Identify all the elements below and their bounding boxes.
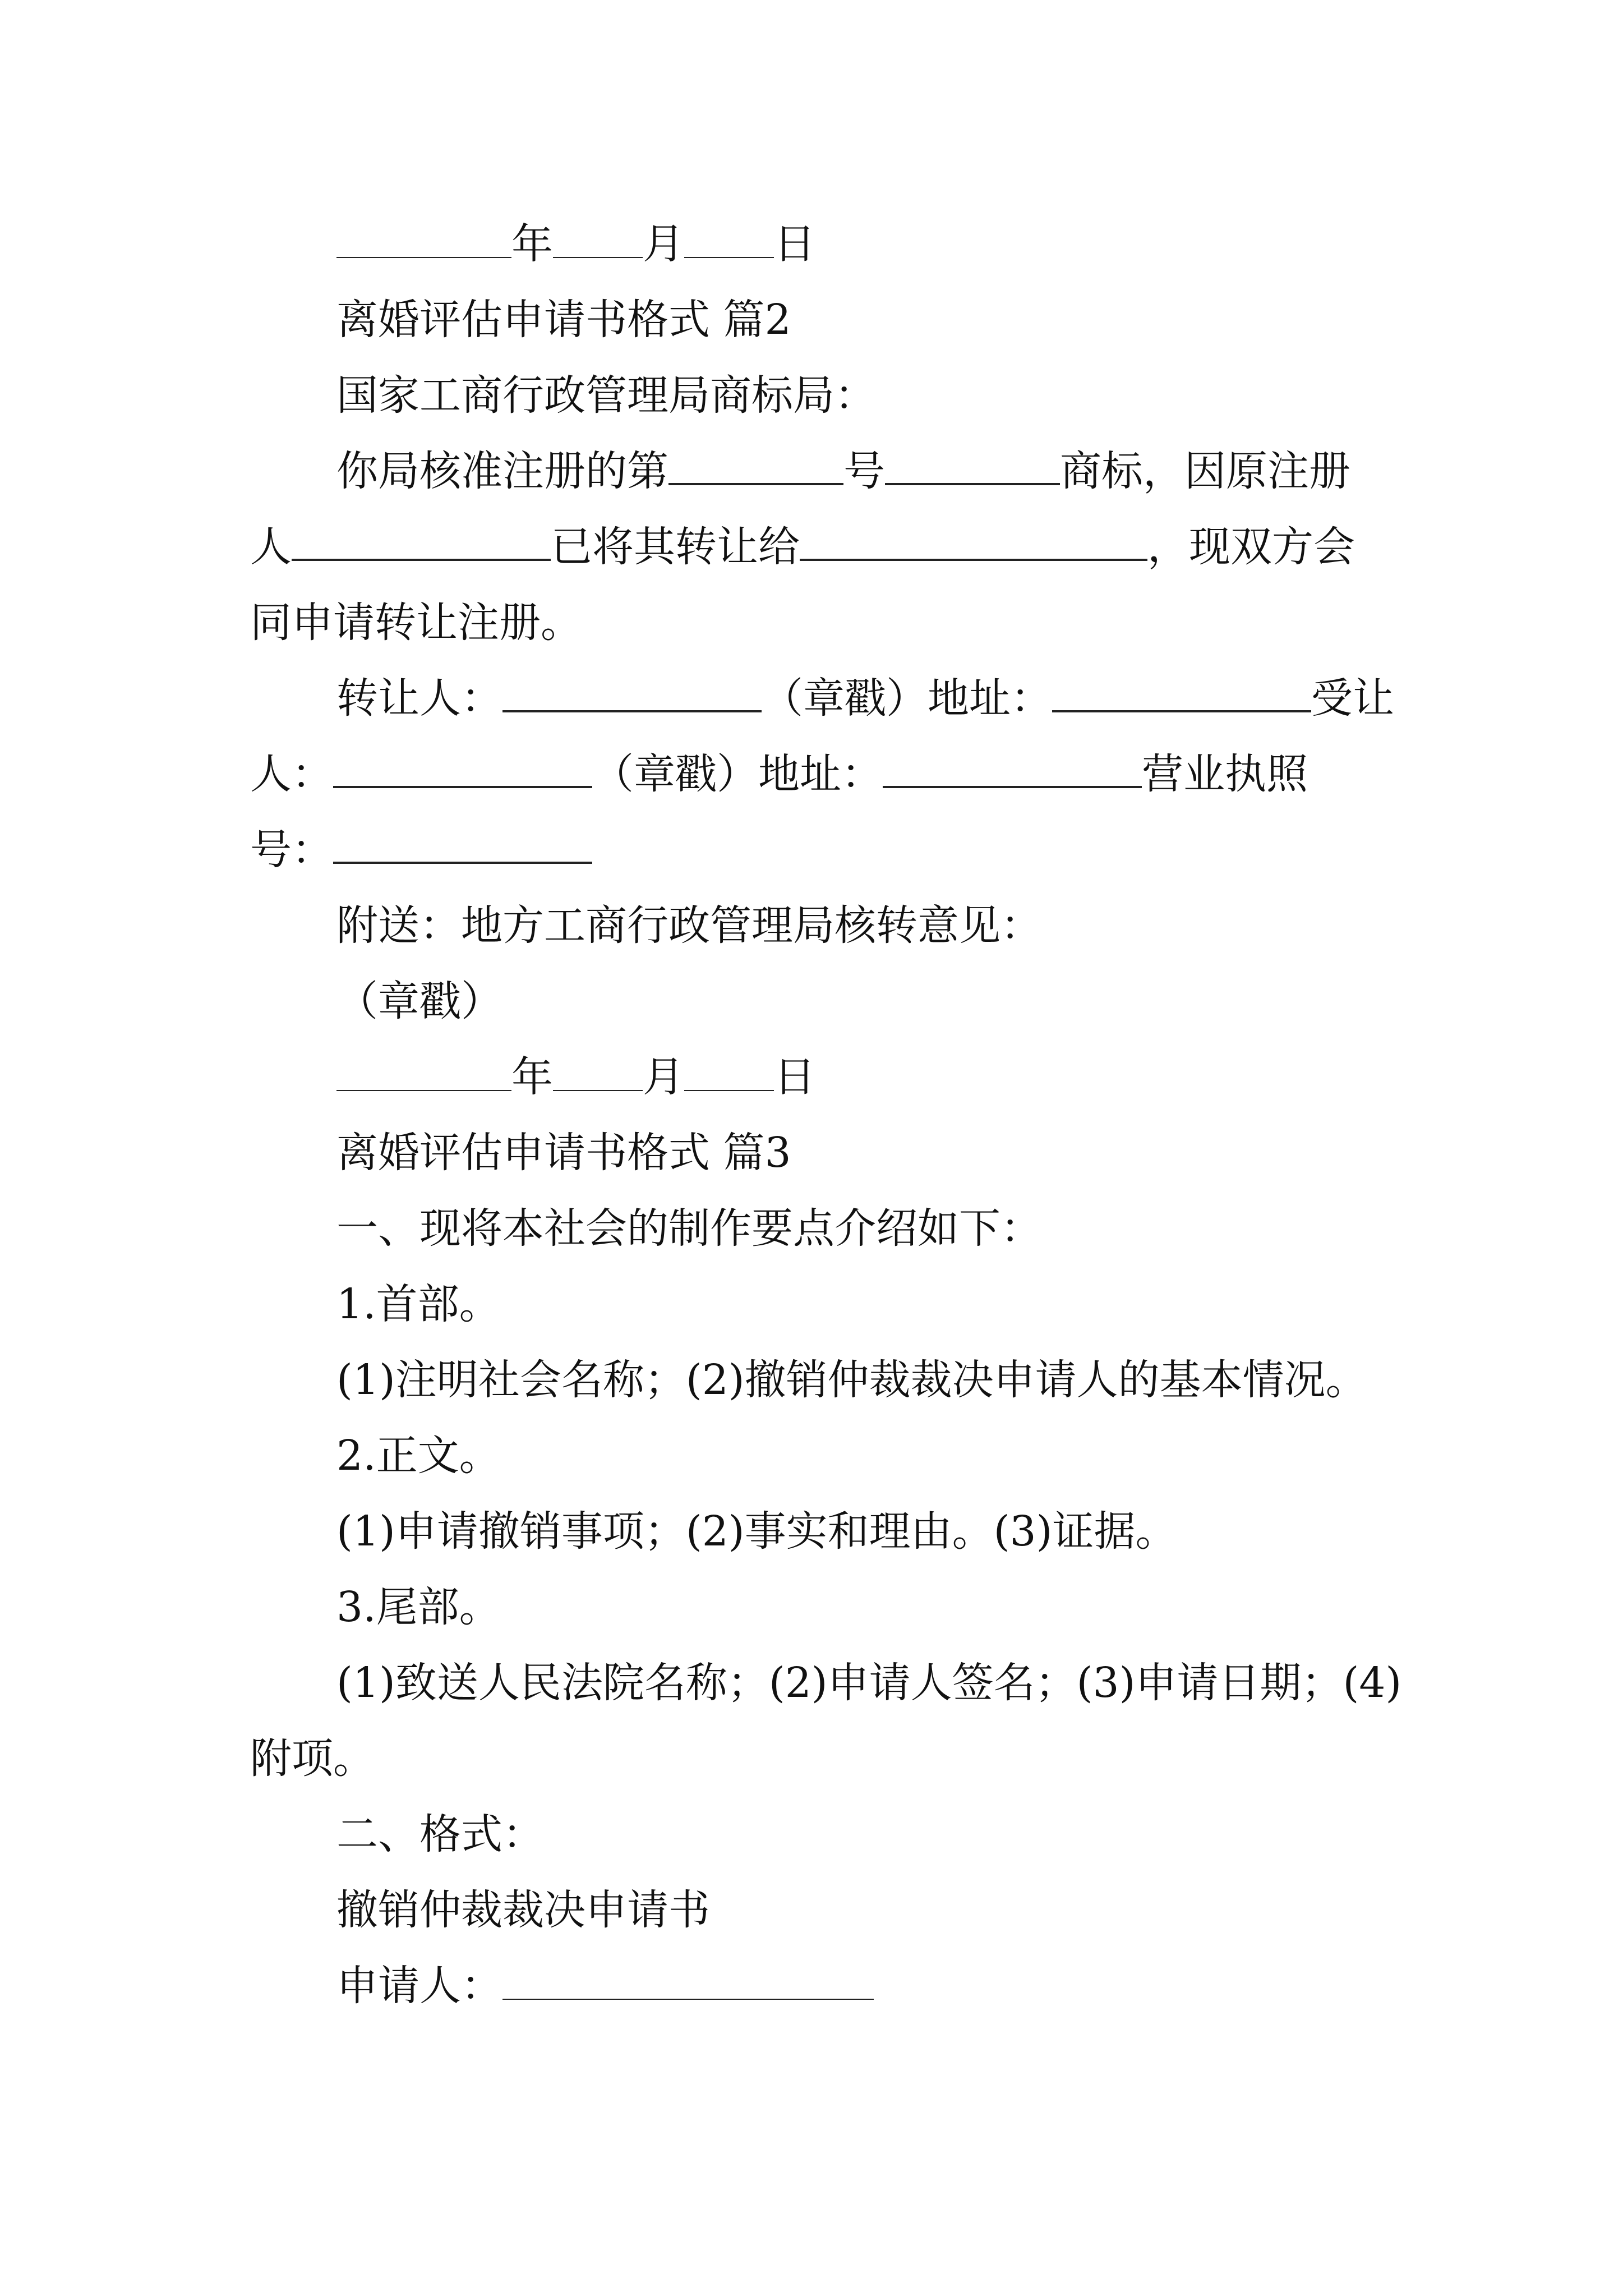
form-title: 撤销仲裁裁决申请书 [336,1886,710,1934]
section-heading-2: 离婚评估申请书格式 篇2 [336,296,791,344]
list-item-text: (1)注明社会名称；(2)撤销仲裁裁决申请人的基本情况。 [336,1356,1367,1404]
year-blank[interactable] [336,251,511,258]
transfer-line: 号： [250,829,592,871]
list-item: 1.首部。 [336,1280,501,1328]
registration-number-blank[interactable] [668,477,843,485]
transferee-blank[interactable] [800,553,1147,561]
list-heading: 二、格式： [336,1810,544,1858]
section-heading-3: 离婚评估申请书格式 篇3 [336,1129,791,1177]
paragraph-line: 同申请转让注册。 [250,599,582,647]
addressee: 国家工商行政管理局商标局： [336,371,876,420]
date-line [336,220,815,268]
year-label: 年 [511,220,553,268]
month-blank[interactable] [553,251,643,258]
day-blank[interactable] [684,1084,774,1091]
day-label: 日 [774,220,815,268]
month-label: 月 [643,1053,684,1101]
list-item: 3.尾部。 [336,1583,501,1631]
list-heading: 一、现将本社会的制作要点介绍如下： [336,1204,1042,1253]
month-label: 月 [643,220,684,268]
list-item-text: (1)申请撤销事项；(2)事实和理由。(3)证据。 [336,1507,1177,1556]
date-line [336,1053,815,1101]
original-registrant-blank[interactable] [292,553,551,561]
list-item-text: (1)致送人民法院名称；(2)申请人签名；(3)申请日期；(4) [336,1659,1402,1707]
transfer-line: 转让人： （章戳）地址： 受让 [336,674,1394,723]
paragraph-line: 人 已将其转让给 ，现双方会 [250,523,1355,571]
day-blank[interactable] [684,251,774,258]
applicant-label: 申请人： [336,1962,502,2010]
applicant-line [336,1962,874,2010]
attachment-line: 附送：地方工商行政管理局核转意见： [336,901,1042,950]
trademark-blank[interactable] [885,477,1060,485]
year-blank[interactable] [336,1084,511,1091]
license-number-blank[interactable] [333,856,592,864]
year-label: 年 [511,1053,553,1101]
transferee-address-blank[interactable] [883,780,1142,788]
day-label: 日 [774,1053,815,1101]
transfer-line: 人： （章戳）地址： 营业执照 [250,750,1308,798]
applicant-blank[interactable] [502,1993,874,2000]
transferor-address-blank[interactable] [1052,705,1311,712]
list-item: 2.正文。 [336,1432,501,1480]
transferor-blank[interactable] [502,705,762,712]
seal-line: （章戳） [336,977,502,1025]
month-blank[interactable] [553,1084,643,1091]
transferee-name-blank[interactable] [333,780,592,788]
paragraph-line: 你局核准注册的第 号 商标，因原注册 [336,447,1350,495]
list-item-text: 附项。 [250,1734,375,1783]
